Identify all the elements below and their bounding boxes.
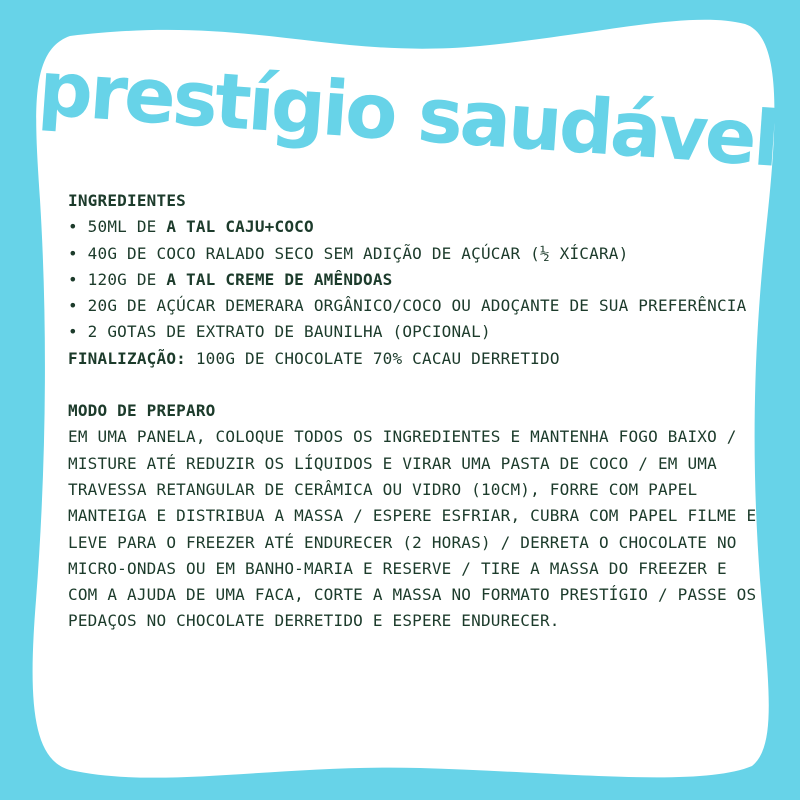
ingredient-item: • 120G DE A TAL CREME DE AMÊNDOAS [68, 269, 393, 289]
recipe-title [35, 43, 780, 184]
finishing-text: 100G DE CHOCOLATE 70% CACAU DERRETIDO [186, 348, 560, 368]
recipe-title-text: prestígio saudável [35, 43, 780, 184]
ingredients-heading: INGREDIENTES [68, 191, 186, 210]
recipe-content [68, 188, 758, 635]
method-text: EM UMA PANELA, COLOQUE TODOS OS INGREDIENTES E MANTENHA FOGO BAIXO / MISTURE ATÉ REDUZIR OS LÍQUIDOS E VIRAR UMA PASTA DE COCO / EM UMA TRAVESSA RETANGULAR DE CERÂMICA OU VIDRO (10CM), FORRE COM PAPEL MANTEIGA E DISTRIBUA A MASSA / ESPERE ESFRIAR, CUBRA COM PAPEL FILME E LEVE PARA O FREEZER ATÉ ENDURECER (2 HORAS) / DERRETA O CHOCOLATE NO MICRO-ONDAS OU EM BANHO-MARIA E RESERVE / TIRE A MASSA DO FREEZER E COM A AJUDA DE UMA FACA, CORTE A MASSA NO FORMATO PRESTÍGIO / PASSE OS PEDAÇOS NO CHOCOLATE DERRETIDO E ESPERE ENDURECER. [68, 427, 757, 631]
ingredient-item: • 20G DE AÇÚCAR DEMERARA ORGÂNICO/COCO OU ADOÇANTE DE SUA PREFERÊNCIA [68, 296, 747, 316]
ingredient-item: • 40G DE COCO RALADO SECO SEM ADIÇÃO DE AÇÚCAR (½ XÍCARA) [68, 243, 629, 263]
ingredient-item: • 50ML DE A TAL CAJU+COCO [68, 217, 314, 237]
finishing-line [68, 346, 758, 372]
method-heading: MODO DE PREPARO [68, 401, 216, 421]
finishing-label: FINALIZAÇÃO: [68, 348, 186, 368]
ingredient-item: • 2 GOTAS DE EXTRATO DE BAUNILHA (OPCIONAL) [68, 322, 491, 342]
